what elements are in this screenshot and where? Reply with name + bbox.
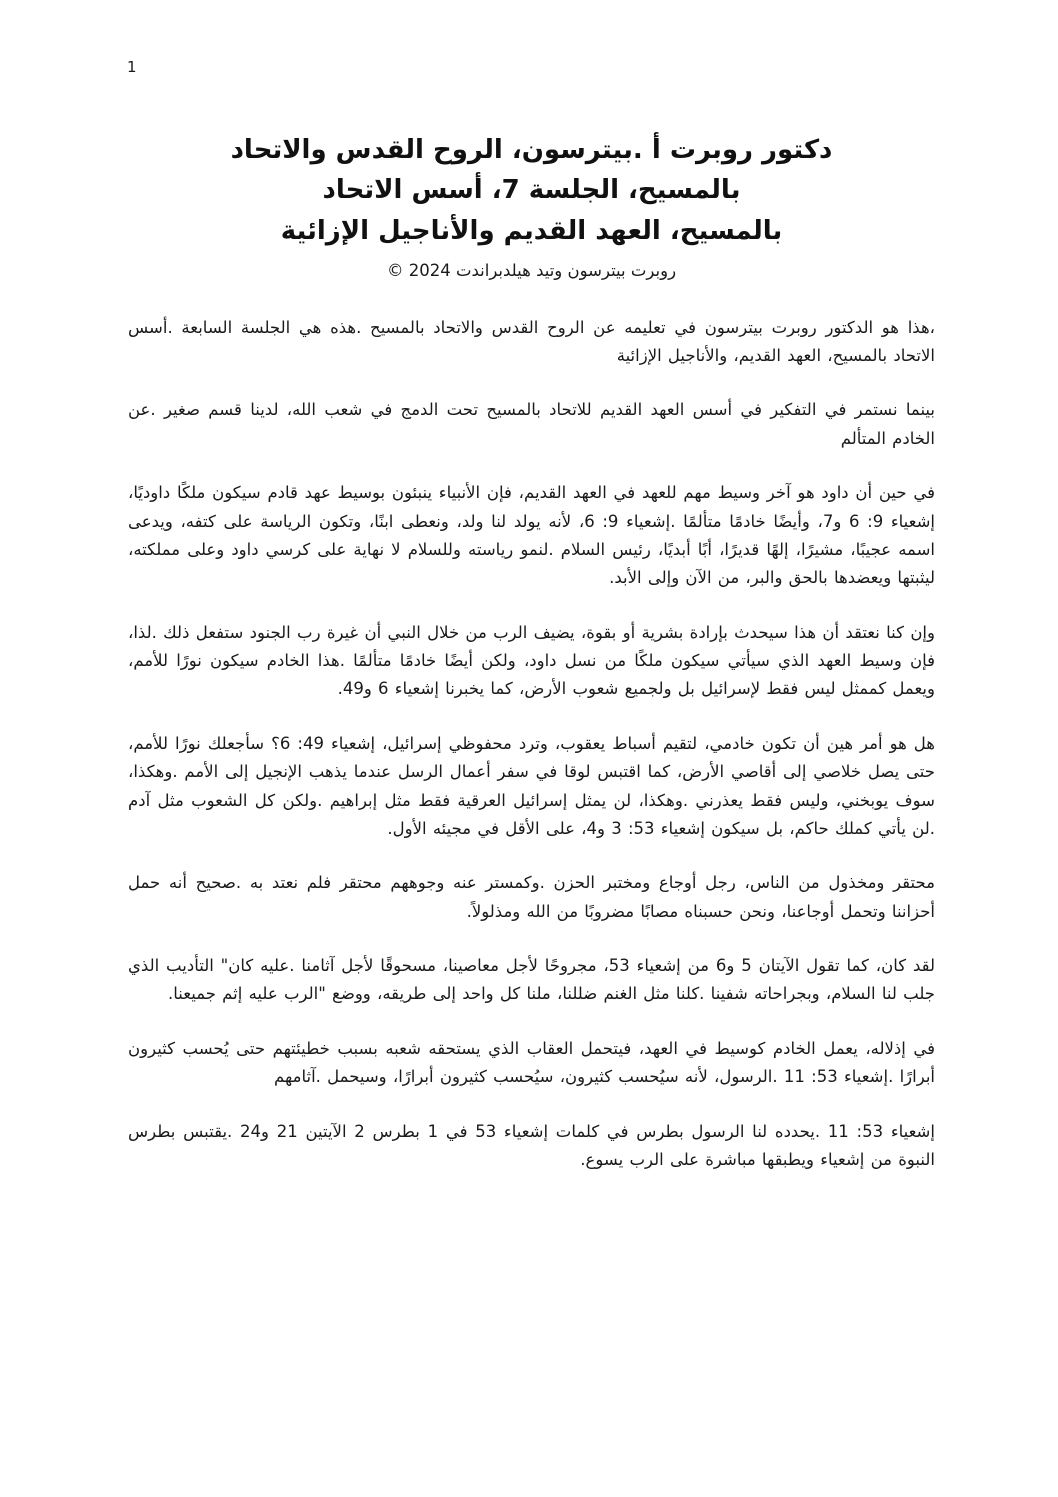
page-number: 1 <box>127 58 137 76</box>
document-body <box>128 314 935 1175</box>
title-line-1: دكتور روبرت أ .بيترسون، الروح القدس والاتحاد <box>230 135 833 165</box>
paragraph-7: لقد كان، كما تقول الآيتان 5 و6 من إشعياء 53، مجروحًا لأجل معاصينا، مسحوقًا لأجل آثامنا .عليه كان" التأديب الذي جلب لنا السلام، وبجراحاته شفينا .كلنا مثل الغنم ضللنا، ملنا كل واحد إلى طريقه، ووضع "الرب عليه إثم جميعنا. <box>128 956 936 1004</box>
paragraph-2: بينما نستمر في التفكير في أسس العهد القديم للاتحاد بالمسيح تحت الدمج في شعب الله، لدينا قسم صغير .عن الخادم المتألم <box>128 400 935 448</box>
paragraph-9: إشعياء 53: 11 .يحدده لنا الرسول بطرس في كلمات إشعياء 53 في 1 بطرس 2 الآيتين 21 و24 .يقتبس بطرس النبوة من إشعياء ويطبقها مباشرة على الرب يسوع. <box>128 1121 935 1169</box>
paragraph-3: في حين أن داود هو آخر وسيط مهم للعهد في العهد القديم، فإن الأنبياء ينبئون بوسيط عهد قادم سيكون ملكًا داوديًا، إشعياء 9: 6 و7، وأيضًا خادمًا متألمًا .إشعياء 9: 6، لأنه يولد لنا ولد، ونعطى ابنًا، وتكون الرياسة على كتفه، ويدعى اسمه عجيبًا، مشيرًا، إلهًا قديرًا، أبًا أبديًا، رئيس السلام .لنمو رياسته وللسلام لا نهاية على كرسي داود وعلى مملكته، ليثبتها ويعضدها بالحق والبر، من الآن وإلى الأبد. <box>128 483 935 588</box>
paragraph-5: هل هو أمر هين أن تكون خادمي، لتقيم أسباط يعقوب، وترد محفوظي إسرائيل، إشعياء 49: 6؟ سأجعلك نورًا للأمم، حتى يصل خلاصي إلى أقاصي الأرض، كما اقتبس لوقا في سفر أعمال الرسل عندما يذهب الإنجيل إلى الأمم .وهكذا، سوف يوبخني، وليس فقط يعذرني .وهكذا، لن يمثل إسرائيل العرقية فقط مثل إبراهيم .ولكن كل الشعوب مثل آدم .لن يأتي كملك حاكم، بل سيكون إشعياء 53: 3 و4، على الأقل في مجيئه الأول. <box>128 733 936 838</box>
paragraph-8: في إذلاله، يعمل الخادم كوسيط في العهد، فيتحمل العقاب الذي يستحقه شعبه بسبب خطيئتهم حتى يُحسب كثيرون أبرارًا .إشعياء 53: 11 .الرسول، لأنه سيُحسب كثيرون، سيُحسب كثيرون أبرارًا، وسيحمل .آثامهم <box>128 1038 935 1087</box>
title-line-2: بالمسيح، الجلسة 7، أسس الاتحاد <box>322 175 741 206</box>
paragraph-1: ،هذا هو الدكتور روبرت بيترسون في تعليمه عن الروح القدس والاتحاد بالمسيح .هذه هي الجلسة السابعة .أسس الاتحاد بالمسيح، العهد القديم، والأناجيل الإزائية <box>128 317 935 366</box>
document-title-block <box>128 130 935 284</box>
paragraph-4: وإن كنا نعتقد أن هذا سيحدث بإرادة بشرية أو بقوة، يضيف الرب من خلال النبي أن غيرة رب الجنود ستفعل ذلك .لذا، فإن وسيط العهد الذي سيأتي سيكون ملكًا من نسل داود، ولكن أيضًا خادمًا متألمًا .هذا الخادم سيكون نورًا للأمم، ويعمل كممثل ليس فقط لإسرائيل بل ولجميع شعوب الأرض، كما يخبرنا إشعياء 6 و49. <box>128 622 935 699</box>
title-line-3: بالمسيح، العهد القديم والأناجيل الإزائية <box>280 215 783 246</box>
paragraph-6: محتقر ومخذول من الناس، رجل أوجاع ومختبر الحزن .وكمستر عنه وجوههم محتقر فلم نعتد به .صحيح أنه حمل أحزاننا وتحمل أوجاعنا، ونحن حسبناه مصابًا مضروبًا من الله ومذلولاً. <box>128 873 935 921</box>
copyright-line: روبرت بيترسون وتيد هيلدبراندت 2024 © <box>386 260 677 280</box>
document-title <box>128 130 935 251</box>
document-content <box>128 130 935 1200</box>
